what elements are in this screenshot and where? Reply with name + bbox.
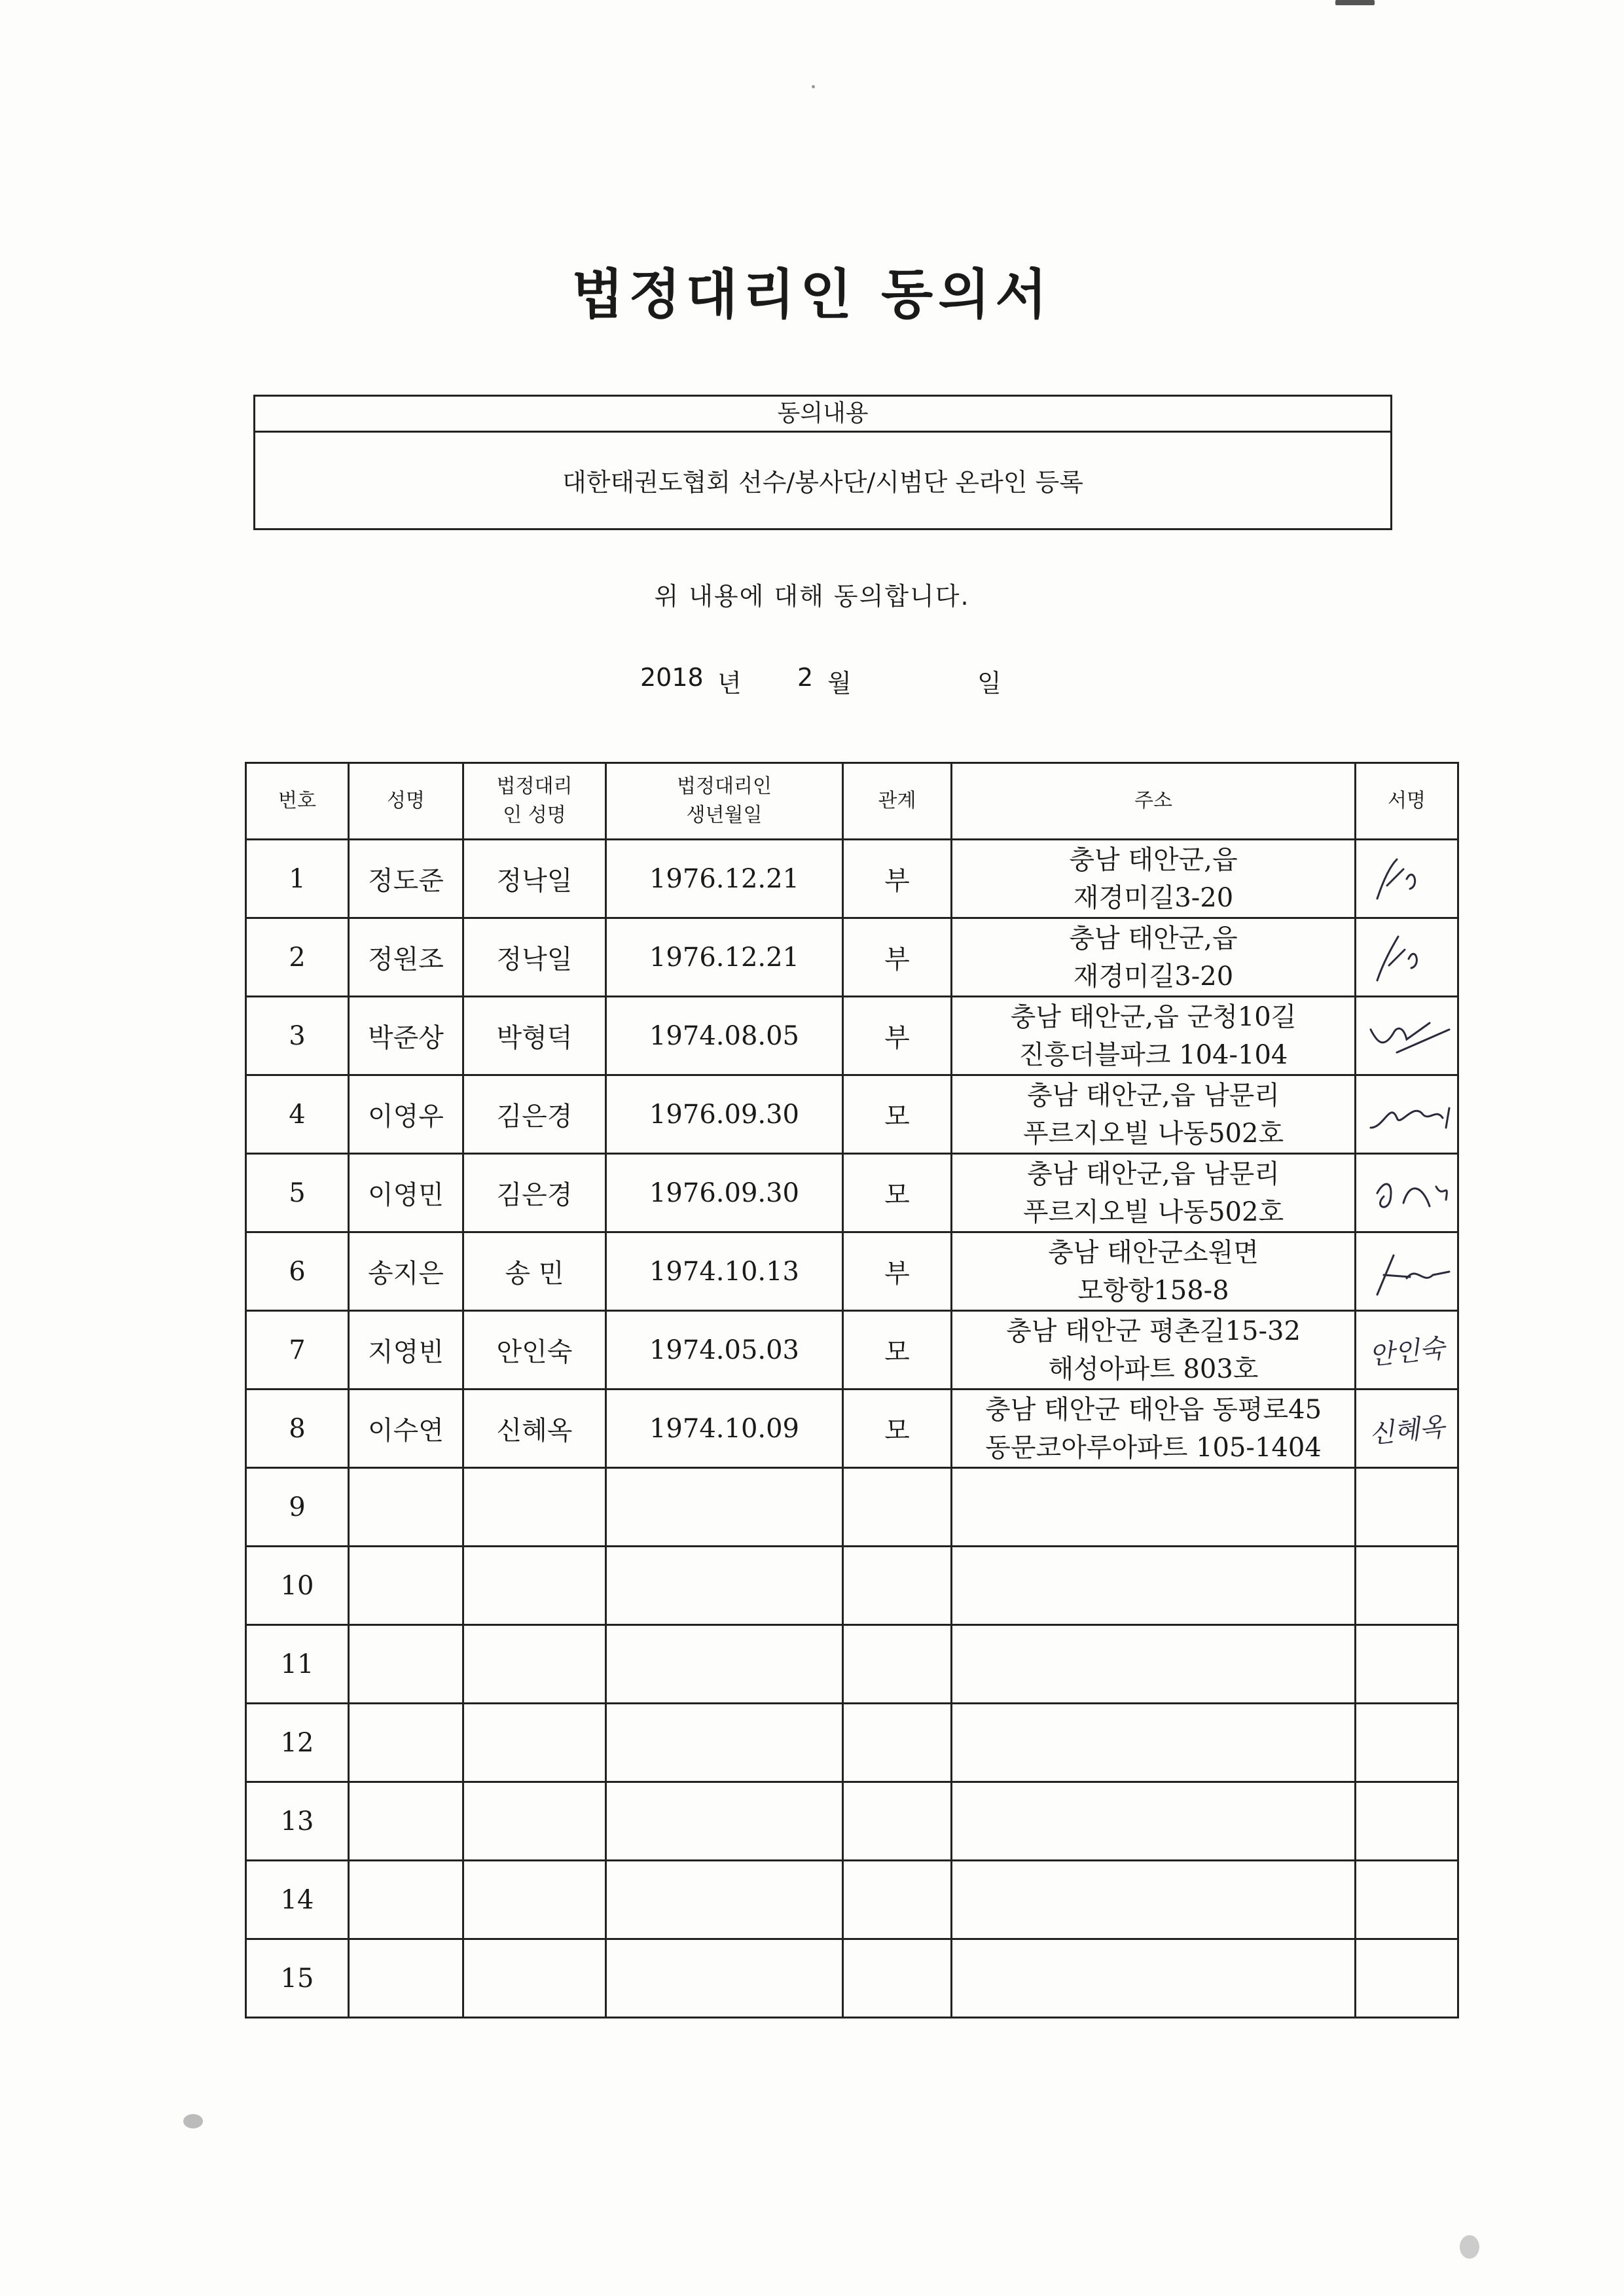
row-number: 6	[246, 1232, 349, 1311]
guardian-birthdate	[606, 1939, 843, 2018]
header-relation: 관계	[843, 763, 952, 840]
table-row	[246, 1547, 1458, 1625]
signature-cell	[1356, 840, 1458, 918]
student-name	[349, 1861, 463, 1939]
row-number: 10	[246, 1547, 349, 1625]
signature-cell	[1356, 918, 1458, 997]
row-number: 14	[246, 1861, 349, 1939]
relation	[843, 1625, 952, 1704]
table-header-row	[246, 763, 1458, 840]
consent-box	[253, 395, 1392, 530]
address-line-1: 충남 태안군 태안읍 동평로45	[984, 1394, 1322, 1425]
table-row	[246, 1390, 1458, 1468]
student-name: 이영우	[349, 1075, 463, 1154]
address-cell	[952, 1468, 1356, 1547]
table-row	[246, 1782, 1458, 1861]
guardian-birthdate: 1976.12.21	[606, 918, 843, 997]
relation: 부	[843, 918, 952, 997]
table-row	[246, 840, 1458, 918]
handwritten-signature	[1358, 1239, 1456, 1304]
address-line-2: 해성아파트 803호	[1048, 1354, 1259, 1384]
row-number: 12	[246, 1704, 349, 1782]
relation	[843, 1861, 952, 1939]
address-line-1: 충남 태안군,읍 남문리	[1027, 1080, 1280, 1111]
guardian-name: 신혜옥	[463, 1390, 606, 1468]
guardian-name: 김은경	[463, 1154, 606, 1232]
signature-cell	[1356, 1232, 1458, 1311]
address-cell	[952, 1154, 1356, 1232]
guardian-name	[463, 1782, 606, 1861]
signature-cell	[1356, 1468, 1458, 1547]
address-line-1: 충남 태안군,읍 군청10길	[1010, 1001, 1297, 1032]
row-number: 4	[246, 1075, 349, 1154]
guardian-birthdate: 1976.09.30	[606, 1154, 843, 1232]
student-name: 박준상	[349, 997, 463, 1075]
guardian-birthdate	[606, 1625, 843, 1704]
address-cell	[952, 1782, 1356, 1861]
table-row	[246, 1625, 1458, 1704]
student-name: 송지은	[349, 1232, 463, 1311]
header-address: 주소	[952, 763, 1356, 840]
address-line-2: 진흥더블파크 104-104	[1019, 1039, 1288, 1070]
address-line-1: 충남 태안군 평촌길15-32	[1006, 1316, 1301, 1346]
guardian-birthdate: 1974.05.03	[606, 1311, 843, 1390]
address-cell	[952, 1861, 1356, 1939]
student-name	[349, 1468, 463, 1547]
relation: 부	[843, 840, 952, 918]
handwritten-signature	[1358, 1082, 1456, 1147]
signature-text: 안인숙	[1367, 1333, 1447, 1371]
guardian-birthdate	[606, 1704, 843, 1782]
signature-cell	[1356, 1939, 1458, 2018]
guardian-name	[463, 1704, 606, 1782]
relation	[843, 1939, 952, 2018]
address-line-2: 모항항158-8	[1077, 1275, 1229, 1306]
address-line-2: 푸르지오빌 나동502호	[1022, 1118, 1284, 1149]
date-day-unit: 일	[977, 669, 1001, 698]
signature-cell	[1356, 1154, 1458, 1232]
guardian-birthdate: 1974.10.09	[606, 1390, 843, 1468]
address-cell	[952, 1939, 1356, 2018]
header-no: 번호	[246, 763, 349, 840]
handwritten-signature	[1358, 925, 1456, 990]
guardian-name: 안인숙	[463, 1311, 606, 1390]
student-name: 정원조	[349, 918, 463, 997]
table-row	[246, 1232, 1458, 1311]
student-name: 이영민	[349, 1154, 463, 1232]
guardian-birthdate	[606, 1468, 843, 1547]
table-row	[246, 1939, 1458, 2018]
signature-cell	[1356, 1625, 1458, 1704]
guardian-table	[245, 762, 1459, 2018]
address-line-1: 충남 태안군,읍 남문리	[1027, 1158, 1280, 1189]
scan-mark	[1335, 0, 1375, 5]
guardian-birthdate: 1974.08.05	[606, 997, 843, 1075]
scan-speck	[183, 2114, 203, 2128]
guardian-name: 정낙일	[463, 840, 606, 918]
relation: 모	[843, 1154, 952, 1232]
row-number: 11	[246, 1625, 349, 1704]
student-name	[349, 1547, 463, 1625]
row-number: 5	[246, 1154, 349, 1232]
signature-text: 신혜옥	[1367, 1412, 1447, 1450]
student-name	[349, 1782, 463, 1861]
guardian-name: 송 민	[463, 1232, 606, 1311]
student-name: 이수연	[349, 1390, 463, 1468]
relation: 모	[843, 1390, 952, 1468]
address-cell	[952, 918, 1356, 997]
row-number: 8	[246, 1390, 349, 1468]
handwritten-signature	[1358, 1003, 1456, 1069]
address-cell	[952, 840, 1356, 918]
date-year: 2018	[640, 663, 704, 692]
address-line-1: 충남 태안군소원면	[1048, 1237, 1259, 1268]
relation: 모	[843, 1311, 952, 1390]
relation: 부	[843, 997, 952, 1075]
student-name	[349, 1939, 463, 2018]
table-row	[246, 1468, 1458, 1547]
scan-speck	[812, 85, 815, 88]
address-line-1: 충남 태안군,읍	[1069, 923, 1238, 954]
address-line-2: 재경미길3-20	[1073, 882, 1234, 913]
table-row	[246, 1154, 1458, 1232]
handwritten-signature	[1358, 846, 1456, 912]
address-cell	[952, 1232, 1356, 1311]
signature-cell	[1356, 997, 1458, 1075]
address-line-1: 충남 태안군,읍	[1069, 844, 1238, 875]
address-cell	[952, 1390, 1356, 1468]
guardian-birthdate	[606, 1861, 843, 1939]
handwritten-signature	[1358, 1160, 1456, 1226]
address-cell	[952, 1547, 1356, 1625]
date-month: 2	[797, 663, 814, 692]
signature-cell	[1356, 1390, 1458, 1468]
table-row	[246, 918, 1458, 997]
relation	[843, 1704, 952, 1782]
row-number: 1	[246, 840, 349, 918]
header-name: 성명	[349, 763, 463, 840]
signature-cell	[1356, 1547, 1458, 1625]
student-name	[349, 1625, 463, 1704]
table-row	[246, 1311, 1458, 1390]
signature-cell	[1356, 1861, 1458, 1939]
address-cell	[952, 1311, 1356, 1390]
date-month-unit: 월	[827, 669, 852, 698]
address-line-2: 재경미길3-20	[1073, 961, 1234, 992]
table-row	[246, 1704, 1458, 1782]
guardian-birthdate	[606, 1782, 843, 1861]
guardian-name: 정낙일	[463, 918, 606, 997]
page-title: 법정대리인 동의서	[571, 263, 1053, 326]
relation: 부	[843, 1232, 952, 1311]
consent-heading: 동의내용	[255, 397, 1390, 433]
guardian-name	[463, 1939, 606, 2018]
student-name: 지영빈	[349, 1311, 463, 1390]
guardian-birthdate: 1976.09.30	[606, 1075, 843, 1154]
address-cell	[952, 1625, 1356, 1704]
table-row	[246, 1861, 1458, 1939]
guardian-name	[463, 1625, 606, 1704]
row-number: 13	[246, 1782, 349, 1861]
table-row	[246, 997, 1458, 1075]
guardian-name	[463, 1861, 606, 1939]
row-number: 3	[246, 997, 349, 1075]
student-name	[349, 1704, 463, 1782]
guardian-name	[463, 1547, 606, 1625]
consent-body: 대한태권도협회 선수/봉사단/시범단 온라인 등록	[562, 468, 1083, 497]
signature-cell	[1356, 1311, 1458, 1390]
relation	[843, 1468, 952, 1547]
date-year-unit: 년	[717, 669, 742, 698]
guardian-birthdate: 1974.10.13	[606, 1232, 843, 1311]
student-name: 정도준	[349, 840, 463, 918]
relation	[843, 1547, 952, 1625]
header-guardian-name: 법정대리인 성명	[463, 763, 606, 840]
guardian-name: 김은경	[463, 1075, 606, 1154]
header-guardian-birth: 법정대리인 생년월일	[606, 763, 843, 840]
header-signature: 서명	[1356, 763, 1458, 840]
guardian-birthdate: 1976.12.21	[606, 840, 843, 918]
address-cell	[952, 997, 1356, 1075]
address-line-2: 푸르지오빌 나동502호	[1022, 1196, 1284, 1227]
address-cell	[952, 1075, 1356, 1154]
signature-cell	[1356, 1704, 1458, 1782]
agreement-statement: 위 내용에 대해 동의합니다.	[654, 582, 970, 611]
guardian-birthdate	[606, 1547, 843, 1625]
relation	[843, 1782, 952, 1861]
relation: 모	[843, 1075, 952, 1154]
scan-speck	[1460, 2235, 1479, 2259]
row-number: 9	[246, 1468, 349, 1547]
table-body	[246, 840, 1458, 2018]
address-line-2: 동문코아루아파트 105-1404	[985, 1432, 1322, 1463]
row-number: 7	[246, 1311, 349, 1390]
signature-cell	[1356, 1782, 1458, 1861]
guardian-name: 박형덕	[463, 997, 606, 1075]
address-cell	[952, 1704, 1356, 1782]
row-number: 15	[246, 1939, 349, 2018]
table-row	[246, 1075, 1458, 1154]
row-number: 2	[246, 918, 349, 997]
guardian-name	[463, 1468, 606, 1547]
signature-cell	[1356, 1075, 1458, 1154]
